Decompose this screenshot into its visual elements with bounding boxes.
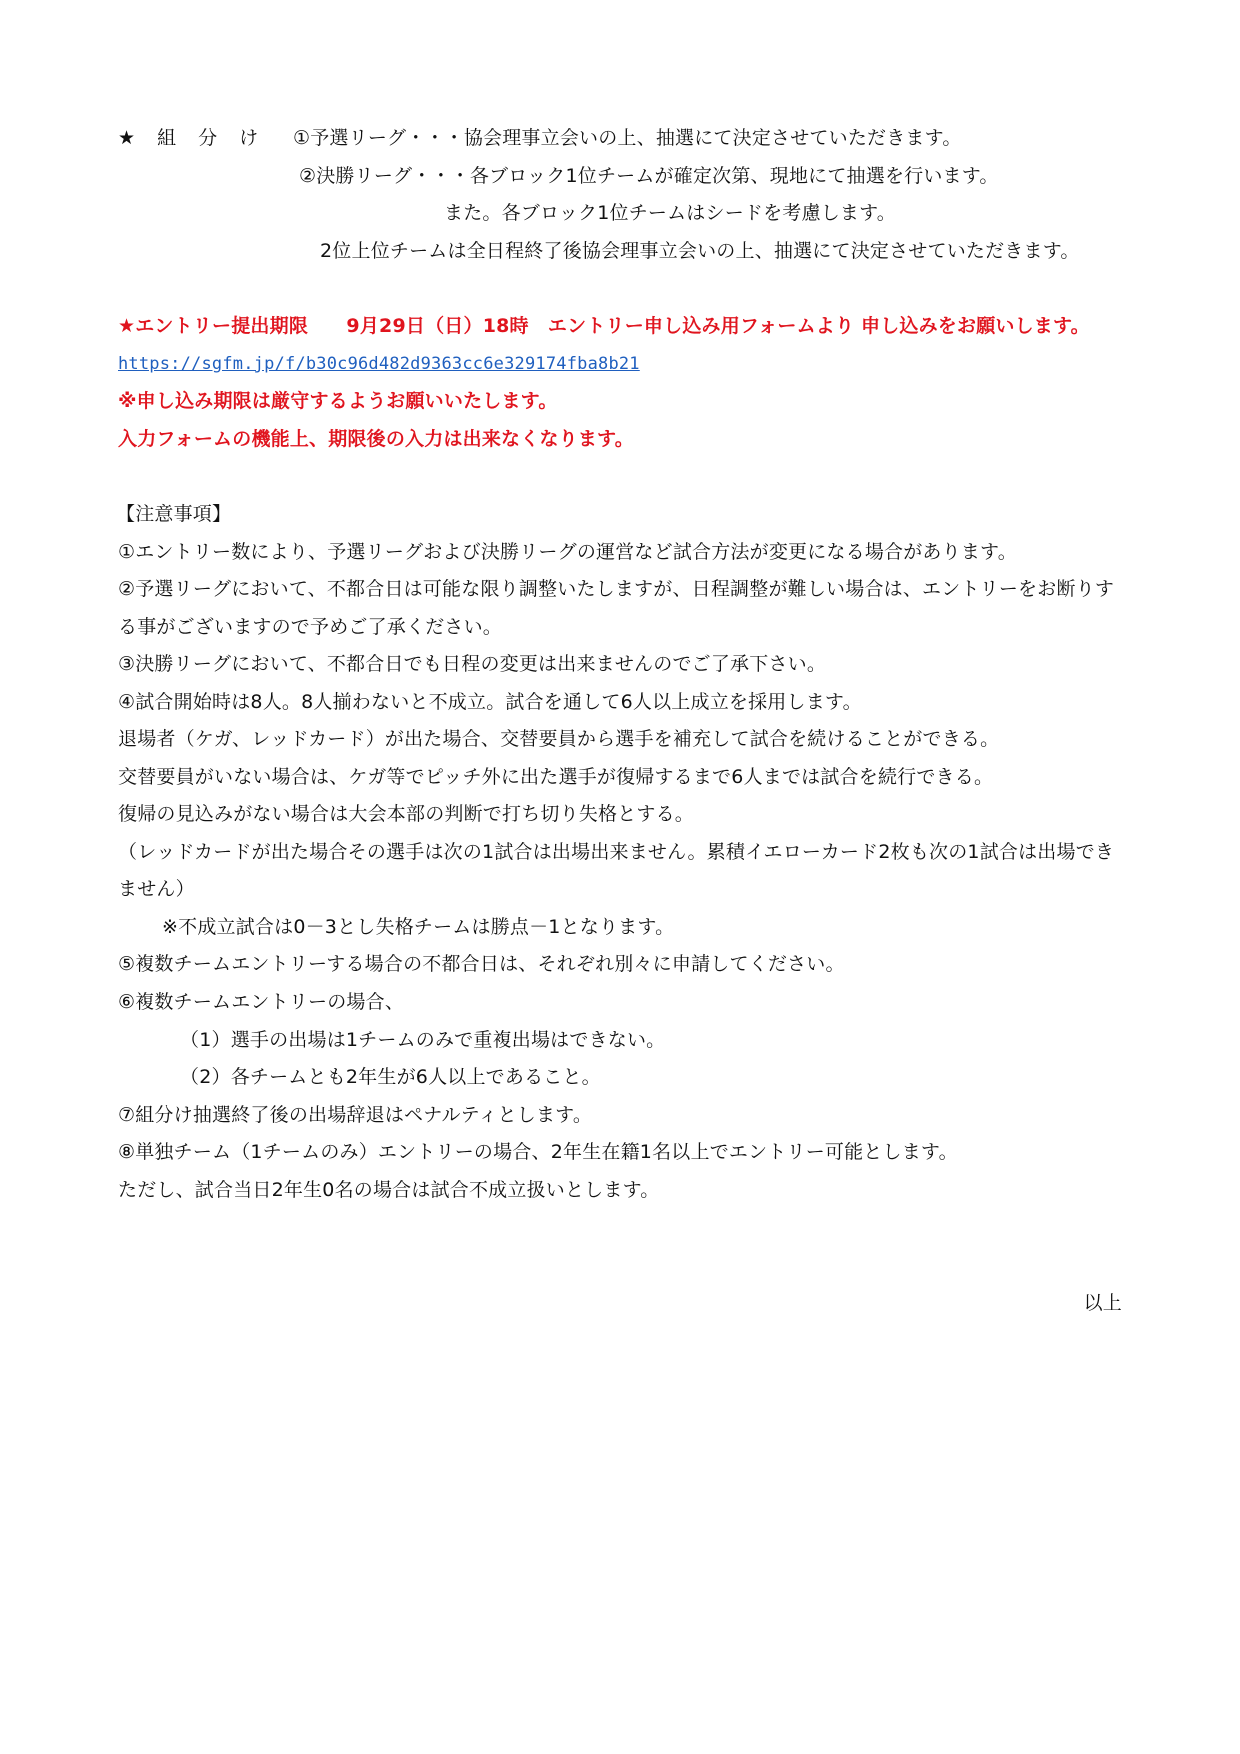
notes-line: ⑤複数チームエントリーする場合の不都合日は、それぞれ別々に申請してください。 (118, 953, 845, 975)
notes-line: ※不成立試合は0－3とし失格チームは勝点－1となります。 (162, 916, 675, 938)
notes-line: （1）選手の出場は1チームのみで重複出場はできない。 (180, 1029, 666, 1051)
entry-form-note: 入力フォームの機能上、期限後の入力は出来なくなります。 (118, 428, 634, 450)
entry-deadline: ★エントリー提出期限 9月29日（日）18時 エントリー申し込み用フォームより 申し込みをお願いします。 (118, 315, 1090, 337)
notes-line: （2）各チームとも2年生が6人以上であること。 (180, 1066, 601, 1088)
notes-line: ②予選リーグにおいて、不都合日は可能な限り調整いたしますが、日程調整が難しい場合は、エントリーをお断りす (118, 578, 1115, 600)
grouping-heading: ★ 組 分 け (118, 127, 267, 149)
grouping-second-place: 2位上位チームは全日程終了後協会理事立会いの上、抽選にて決定させていただきます。 (320, 240, 1080, 262)
notes-heading: 【注意事項】 (116, 503, 232, 525)
notes-line: （レッドカードが出た場合その選手は次の1試合は出場出来ません。累積イエローカード2枚も次の1試合は出場でき (118, 841, 1115, 863)
notes-line: 交替要員がいない場合は、ケガ等でピッチ外に出た選手が復帰するまで6人までは試合を続行できる。 (118, 766, 994, 788)
notes-line: ①エントリー数により、予選リーグおよび決勝リーグの運営など試合方法が変更になる場合があります。 (118, 541, 1017, 563)
notes-line: ません） (118, 878, 195, 900)
grouping-final-note: また。各ブロック1位チームはシードを考慮します。 (444, 202, 896, 224)
notes-line: ⑥複数チームエントリーの場合、 (118, 991, 405, 1013)
grouping-final: ②決勝リーグ・・・各ブロック1位チームが確定次第、現地にて抽選を行います。 (299, 165, 999, 187)
notes-line: ③決勝リーグにおいて、不都合日でも日程の変更は出来ませんのでご了承下さい。 (118, 653, 827, 675)
notes-line: ただし、試合当日2年生0名の場合は試合不成立扱いとします。 (118, 1179, 660, 1201)
notes-line: る事がございますので予めご了承ください。 (118, 616, 503, 638)
notes-line: ④試合開始時は8人。8人揃わないと不成立。試合を通して6人以上成立を採用します。 (118, 691, 862, 713)
entry-strict-note: ※申し込み期限は厳守するようお願いいたします。 (118, 390, 558, 412)
notes-line: 復帰の見込みがない場合は大会本部の判断で打ち切り失格とする。 (118, 803, 695, 825)
notes-line: ⑧単独チーム（1チームのみ）エントリーの場合、2年生在籍1名以上でエントリー可能とします。 (118, 1141, 958, 1163)
entry-form-link[interactable]: https://sgfm.jp/f/b30c96d482d9363cc6e329174fba8b21 (118, 354, 640, 374)
closing-text: 以上 (1083, 1292, 1122, 1314)
notes-line: ⑦組分け抽選終了後の出場辞退はペナルティとします。 (118, 1104, 593, 1126)
grouping-preliminary: ①予選リーグ・・・協会理事立会いの上、抽選にて決定させていただきます。 (293, 127, 962, 149)
notes-line: 退場者（ケガ、レッドカード）が出た場合、交替要員から選手を補充して試合を続けることができる。 (118, 728, 1000, 750)
